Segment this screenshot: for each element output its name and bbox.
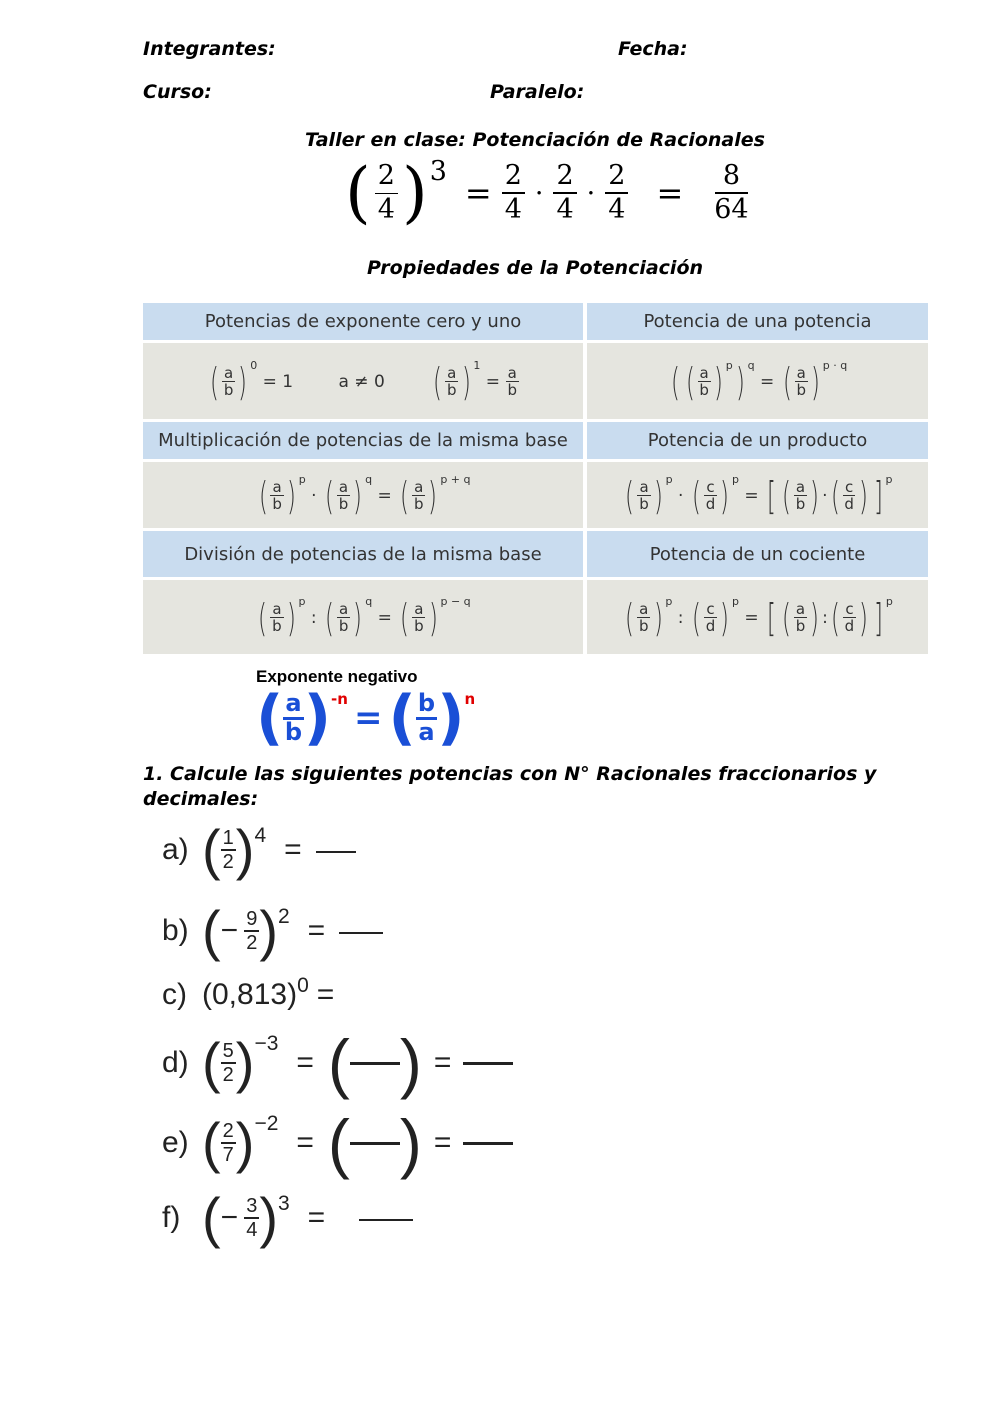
factor-3 [605,159,628,225]
exercise-a: a) ( $\frac{1}{2}$ ) 4 = [162,822,356,878]
neg-exp: -n [331,690,348,708]
negative-exponent-formula [256,683,476,753]
neg-equals: = [353,698,383,738]
example-base-den: 4 [377,193,395,225]
inv-den: a [418,717,435,746]
result-num: 8 [715,162,748,194]
exercise-label: d) [162,1046,189,1079]
answer-blank-1[interactable] [350,1062,400,1065]
header-potencia-potencia: Potencia de una potencia [587,303,928,343]
exercise-e: e) ( $\frac{2}{7}$ ) −2 = ( ) = [162,1110,513,1176]
curso-label: Curso: [143,81,212,103]
exercise-b: b) ( − $\frac{9}{2}$ ) 2 = [162,903,383,959]
example-equation [345,154,752,231]
header-potencia-producto: Potencia de un producto [587,422,928,462]
factor-2-num: 2 [553,162,576,194]
formula-cero-uno: ( $\frac{a}{b}$ ) $^0$ = 1 a ≠ 0 ( $\frac{a}{b}$ ) $^1$ = $\frac{a}{b}$ [143,343,587,422]
answer-blank-2[interactable] [463,1062,513,1065]
ex-exp: 3 [277,1192,290,1215]
factor-1 [502,159,525,225]
ex-den: 7 [222,1144,234,1166]
example-base [375,162,398,224]
paren-open-2: ( [388,683,416,753]
ex-num: 1 [222,827,234,849]
ex-den: 2 [222,851,234,873]
inv-num: b [416,691,437,719]
negative-exponent-label: Exponente negativo [256,667,418,686]
formula-potencia-producto: ( $\frac{a}{b}$ ) $^p$ · ( $\frac{c}{d}$ ) $^p$ = [ ( $\frac{a}{b}$ ) ·( $\frac{c}{d}$ ) ] $^p$ [587,462,928,531]
exercise-label: e) [162,1126,189,1159]
paralelo-label: Paralelo: [490,81,585,103]
properties-title: Propiedades de la Potenciación [366,257,704,279]
paren-close: ) [303,683,332,753]
paren-close-2: ) [437,683,465,753]
result-den: 64 [714,194,749,225]
factor-2-den: 4 [556,194,574,225]
inv-exp: n [464,690,476,708]
answer-blank[interactable] [316,851,356,853]
neg-num: a [283,691,303,719]
header-division: División de potencias de la misma base [143,531,587,580]
ex-exp: 4 [254,824,267,847]
paren-close: ) [401,154,428,231]
exercise-c: c) (0,813) 0 = [162,974,335,1011]
formula-potencia-potencia: ( ( $\frac{a}{b}$ ) $^p$) $^q$ = ( $\frac{a}{b}$ ) $^{p \cdot q}$ [587,343,928,422]
formula-potencia-cociente: ( $\frac{a}{b}$ ) $^p$ : ( $\frac{c}{d}$ ) $^p$ = [ ( $\frac{a}{b}$ ) :( $\frac{c}{d}$ ) ] $^p$ [587,580,928,657]
properties-table [143,303,928,657]
answer-blank-1[interactable] [350,1142,400,1145]
question-1: 1. Calcule las siguientes potencias con N° Racionales fraccionarios y decimales: [143,763,877,810]
ex-num: 5 [222,1040,234,1062]
factor-3-num: 2 [605,162,628,194]
factor-3-den: 4 [608,194,626,225]
ex-sign: − [220,914,239,947]
ex-num: 3 [246,1195,258,1217]
ex-sign: − [220,1201,239,1234]
example-result [711,159,751,225]
ex-den: 4 [246,1219,258,1241]
factor-2 [553,159,576,225]
factor-1-num: 2 [502,162,525,194]
neg-inverse [416,691,437,744]
dot-1: · [534,177,544,209]
neg-den: b [284,717,303,746]
exercise-label: c) [162,978,187,1011]
ex-num: 2 [222,1120,234,1142]
exercise-d: d) ( $\frac{5}{2}$ ) −3 = ( ) = [162,1030,513,1096]
example-exponent: 3 [429,156,447,187]
page-title: Taller en clase: Potenciación de Racionales [305,129,765,151]
ex-exp: −3 [254,1032,279,1055]
equals: = [464,174,492,212]
exercise-f: f) ( − $\frac{3}{4}$ ) 3 = [162,1190,413,1246]
paren-open: ( [345,154,371,231]
exercise-label: a) [162,833,189,866]
ex-exp: 2 [277,905,290,928]
dot-2: · [586,177,596,209]
ex-den: 2 [246,932,258,954]
fecha-label: Fecha: [618,38,688,60]
answer-blank-2[interactable] [463,1142,513,1145]
ex-exp: 0 [297,974,309,997]
factor-1-den: 4 [504,194,522,225]
header-potencia-cociente: Potencia de un cociente [587,531,928,580]
ex-den: 2 [222,1064,234,1086]
header-cero-uno: Potencias de exponente cero y uno [143,303,587,343]
paren-open: ( [256,683,284,753]
header-multiplicacion: Multiplicación de potencias de la misma base [143,422,587,462]
example-base-num: 2 [375,162,398,193]
ex-num: 9 [246,908,258,930]
exercise-label: f) [162,1201,181,1234]
ex-exp: −2 [254,1112,279,1135]
exercise-label: b) [162,914,189,947]
neg-base [283,691,303,744]
ex-expr: (0,813) [202,978,298,1011]
answer-blank[interactable] [359,1219,413,1221]
integrantes-label: Integrantes: [143,38,276,60]
answer-blank[interactable] [339,932,383,934]
equals-2: = [656,174,684,212]
formula-multiplicacion: ( $\frac{a}{b}$ ) $^p$ · ( $\frac{a}{b}$ ) $^q$ = ( $\frac{a}{b}$ ) $^{p + q}$ [143,462,587,531]
formula-division: ( $\frac{a}{b}$ ) $^p$ : ( $\frac{a}{b}$ ) $^q$ = ( $\frac{a}{b}$ ) $^{p - q}$ [143,580,587,657]
